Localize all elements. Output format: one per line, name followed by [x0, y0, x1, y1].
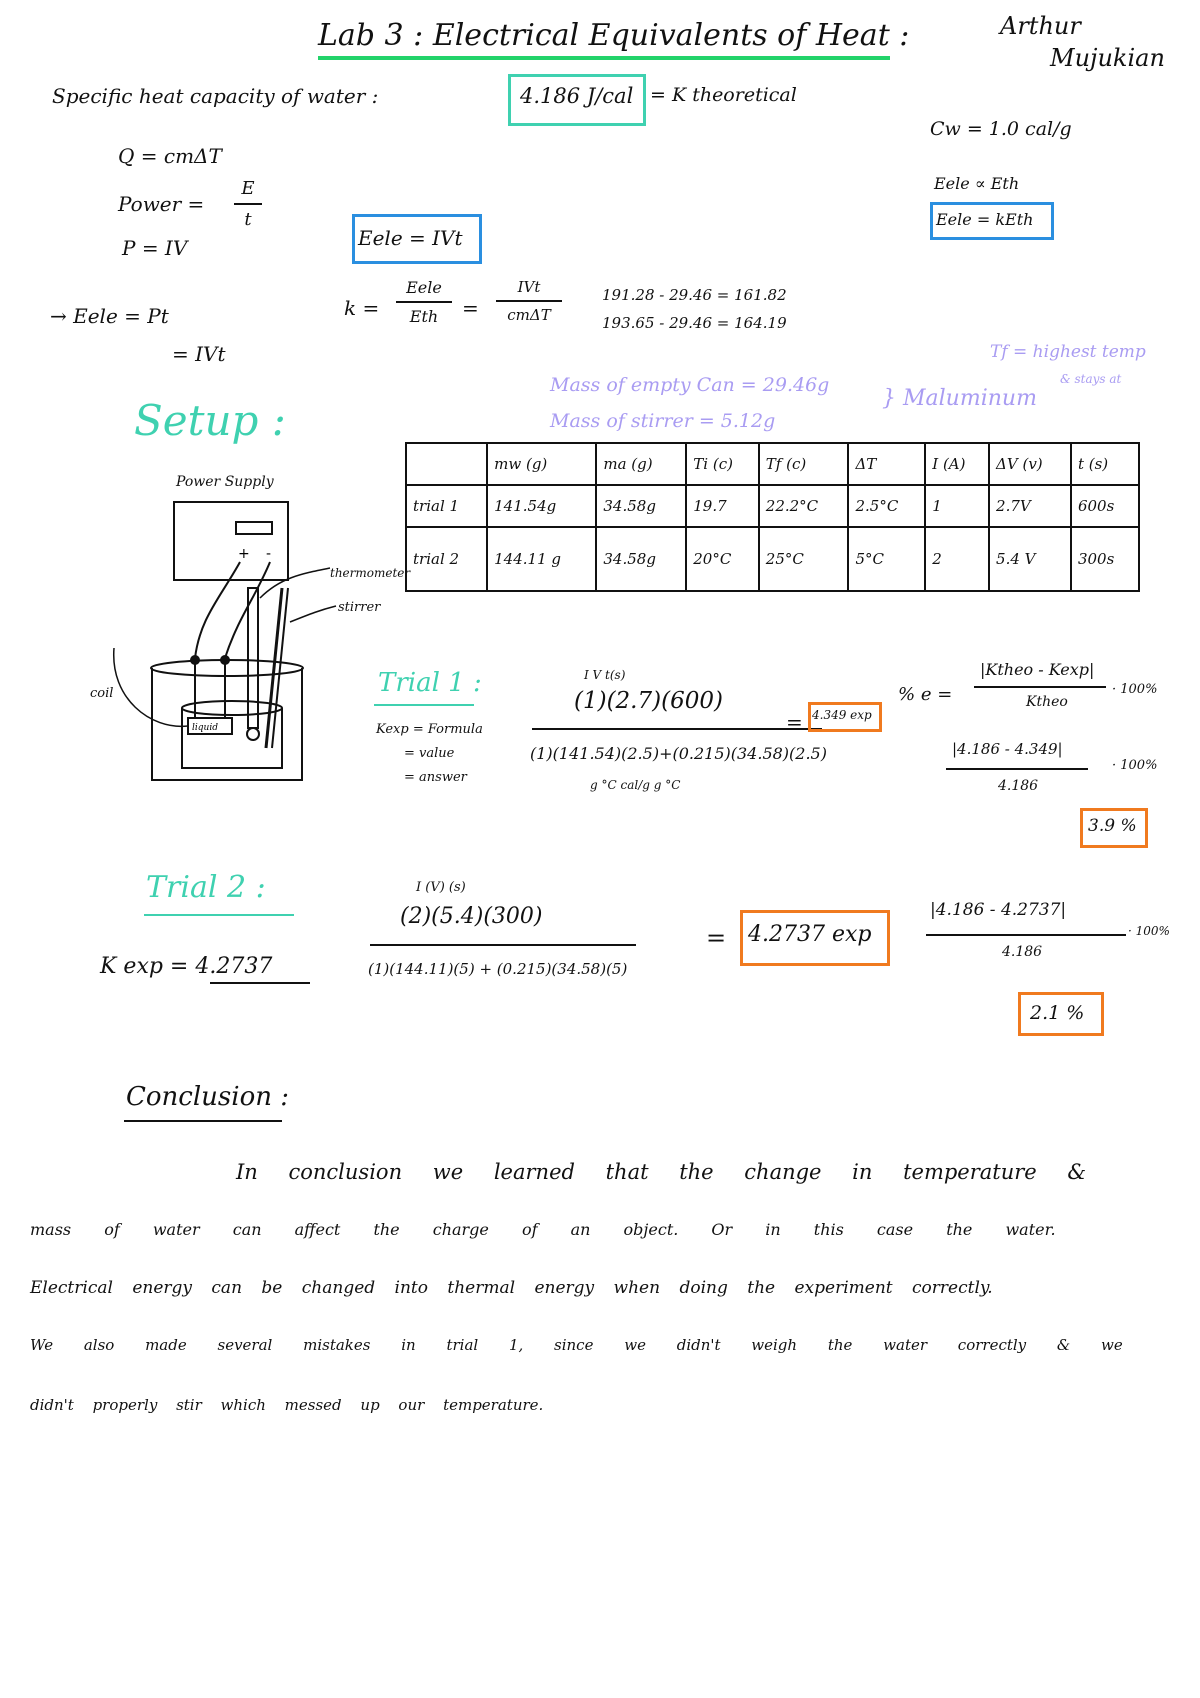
table-row	[406, 527, 1139, 591]
trial-1-fraction-bar	[532, 728, 822, 730]
author-first-name: Arthur	[1000, 12, 1081, 40]
table-cell: 2.5°C	[848, 485, 925, 527]
terminal-plus: +	[238, 546, 250, 562]
trial-2-fraction-bar	[370, 944, 636, 946]
title-underline	[318, 56, 890, 60]
trial-1-units-bottom: g °C cal/g g °C	[590, 778, 681, 792]
power-supply-display	[236, 522, 272, 534]
heat-equation: Q = cmΔT	[118, 144, 222, 168]
trial-2-numerator: (2)(5.4)(300)	[400, 904, 543, 929]
percent-error-numerator: |Ktheo - Kexp|	[980, 660, 1095, 679]
trial-1-result: 4.349 exp	[812, 708, 872, 722]
e-ivt-equation: Eele = IVt	[358, 226, 463, 250]
stirrer-pointer	[290, 606, 336, 622]
kexp-answer: = answer	[404, 770, 467, 785]
trial-1-pct-bar	[946, 768, 1088, 770]
table-header: mw (g)	[487, 443, 596, 485]
e-proportional: Eele ∝ Eth	[934, 174, 1020, 193]
table-cell: 20°C	[686, 527, 759, 591]
specific-heat-value: 4.186 J/cal	[520, 84, 634, 108]
conclusion-underline	[124, 1120, 282, 1122]
setup-title: Setup :	[134, 396, 286, 445]
table-cell: 300s	[1071, 527, 1139, 591]
fraction-bar	[234, 203, 262, 205]
power-denominator: t	[244, 209, 252, 230]
calorimeter-diagram	[70, 498, 400, 788]
trial-2-denominator: (1)(144.11)(5) + (0.215)(34.58)(5)	[368, 960, 628, 978]
electrode-terminal-1	[190, 655, 200, 665]
trial-1-title: Trial 1 :	[378, 668, 482, 698]
stirrer-label: stirrer	[338, 600, 381, 615]
page-title: Lab 3 : Electrical Equivalents of Heat :	[318, 18, 910, 53]
trial-2-kexp: K exp = 4.2737	[100, 954, 273, 979]
empty-can-mass: Mass of empty Can = 29.46g	[550, 374, 830, 396]
table-header-row	[406, 443, 1139, 485]
trial-2-pct-numerator: |4.186 - 4.2737|	[930, 900, 1067, 920]
table-header: Tf (c)	[759, 443, 849, 485]
wire-1	[195, 562, 240, 658]
percent-error-label: % e =	[898, 684, 953, 705]
tf-note: Tf = highest temp	[990, 342, 1146, 362]
table-cell: 22.2°C	[759, 485, 849, 527]
k-denominator-1: Eth	[409, 307, 439, 326]
k-label: k =	[344, 296, 380, 320]
trial-2-units-top: I (V) (s)	[416, 880, 466, 895]
trial-2-title: Trial 2 :	[146, 870, 266, 905]
trial-2-kexp-underline	[210, 982, 310, 984]
trial-1-pct-numerator: |4.186 - 4.349|	[952, 740, 1063, 758]
conclusion-line-3: Electrical energy can be changed into thermal energy when doing the experiment correctly.	[30, 1278, 993, 1298]
table-cell: 5°C	[848, 527, 925, 591]
e-equation: Eele = kEth	[936, 210, 1034, 229]
coil-label: coil	[90, 686, 114, 701]
data-table	[405, 442, 1140, 592]
table-cell: trial 2	[406, 527, 487, 591]
table-header: I (A)	[925, 443, 989, 485]
power-numerator: E	[241, 178, 255, 199]
kexp-formula: Kexp = Formula	[376, 722, 483, 737]
kexp-value: = value	[404, 746, 455, 761]
table-row	[406, 485, 1139, 527]
power-supply-box	[174, 502, 288, 580]
coil-pointer	[114, 648, 188, 726]
k-fraction-1	[396, 278, 452, 326]
k-denominator-2: cmΔT	[507, 306, 551, 324]
conclusion-line-4: We also made several mistakes in trial 1, since we didn't weigh the water correctly & we	[30, 1336, 1123, 1354]
k-theoretical: = K theoretical	[650, 84, 797, 106]
table-cell: trial 1	[406, 485, 487, 527]
trial-2-pct-bar	[926, 934, 1126, 936]
aluminum-mass: } Maluminum	[882, 386, 1037, 411]
table-cell: 141.54g	[487, 485, 596, 527]
thermometer-label: thermometer	[330, 566, 411, 580]
table-header: ΔV (v)	[989, 443, 1071, 485]
table-header: t (s)	[1071, 443, 1139, 485]
table-cell: 34.58g	[596, 485, 686, 527]
ivt-equation: = IVt	[172, 342, 226, 366]
mass-calc-1: 191.28 - 29.46 = 161.82	[602, 286, 787, 304]
liquid-label: liquid	[192, 723, 218, 733]
fraction-bar	[496, 300, 562, 302]
specific-heat-label: Specific heat capacity of water :	[52, 84, 379, 108]
trial-1-units-top: I V t(s)	[584, 668, 626, 682]
tf-note-2: & stays at	[1060, 372, 1122, 386]
k-numerator-1: Eele	[406, 278, 442, 297]
k-numerator-2: IVt	[517, 278, 541, 296]
beaker	[152, 668, 302, 780]
trial-2-pct-result: 2.1 %	[1030, 1002, 1085, 1024]
author-last-name: Mujukian	[1050, 44, 1165, 72]
trial-1-denominator: (1)(141.54)(2.5)+(0.215)(34.58)(2.5)	[530, 744, 827, 763]
percent-error-mult: · 100%	[1112, 682, 1158, 697]
table-cell: 19.7	[686, 485, 759, 527]
percent-error-denominator: Ktheo	[1026, 694, 1068, 710]
trial-1-equals: =	[786, 710, 803, 734]
trial-2-underline	[144, 914, 294, 916]
table-header: ma (g)	[596, 443, 686, 485]
trial-2-pct-denominator: 4.186	[1002, 944, 1043, 960]
table-cell: 600s	[1071, 485, 1139, 527]
trial-2-equals: =	[706, 924, 727, 952]
k-equals: =	[462, 296, 479, 320]
table-cell: 5.4 V	[989, 527, 1071, 591]
trial-1-pct-denominator: 4.186	[998, 778, 1039, 794]
conclusion-line-2: mass of water can affect the charge of an object. Or in this case the water.	[30, 1220, 1056, 1239]
stirrer-mass: Mass of stirrer = 5.12g	[550, 410, 776, 432]
table-cell: 25°C	[759, 527, 849, 591]
table-header	[406, 443, 487, 485]
trial-1-underline	[374, 704, 474, 706]
power-iv-equation: P = IV	[122, 236, 188, 260]
table-cell: 1	[925, 485, 989, 527]
conclusion-line-1: In conclusion we learned that the change in temperature &	[236, 1160, 1087, 1184]
trial-2-result: 4.2737 exp	[748, 922, 872, 947]
cw-value: Cw = 1.0 cal/g	[930, 118, 1072, 140]
power-fraction	[234, 178, 262, 230]
k-fraction-2	[496, 278, 562, 324]
conclusion-line-5: didn't properly stir which messed up our temperature.	[30, 1396, 544, 1414]
thermometer-shape	[248, 588, 258, 728]
trial-1-numerator: (1)(2.7)(600)	[574, 688, 723, 714]
electrode-terminal-2	[220, 655, 230, 665]
trial-1-pct-mult: · 100%	[1112, 758, 1158, 773]
table-cell: 2.7V	[989, 485, 1071, 527]
table-header: ΔT	[848, 443, 925, 485]
table-header: Ti (c)	[686, 443, 759, 485]
thermometer-pointer	[260, 568, 330, 598]
e-pt-equation: → Eele = Pt	[50, 304, 169, 328]
table-cell: 2	[925, 527, 989, 591]
terminal-minus: -	[266, 546, 272, 562]
thermometer-bulb	[247, 728, 259, 740]
mass-calc-2: 193.65 - 29.46 = 164.19	[602, 314, 787, 332]
table-cell: 144.11 g	[487, 527, 596, 591]
power-supply-label: Power Supply	[176, 474, 274, 490]
fraction-bar	[396, 301, 452, 303]
conclusion-title: Conclusion :	[126, 1082, 289, 1112]
power-equation: Power =	[118, 192, 205, 216]
table-cell: 34.58g	[596, 527, 686, 591]
trial-1-pct-result: 3.9 %	[1088, 816, 1137, 836]
trial-2-pct-mult: · 100%	[1128, 924, 1170, 938]
percent-error-bar	[974, 686, 1106, 688]
inner-can-rim	[182, 701, 282, 715]
